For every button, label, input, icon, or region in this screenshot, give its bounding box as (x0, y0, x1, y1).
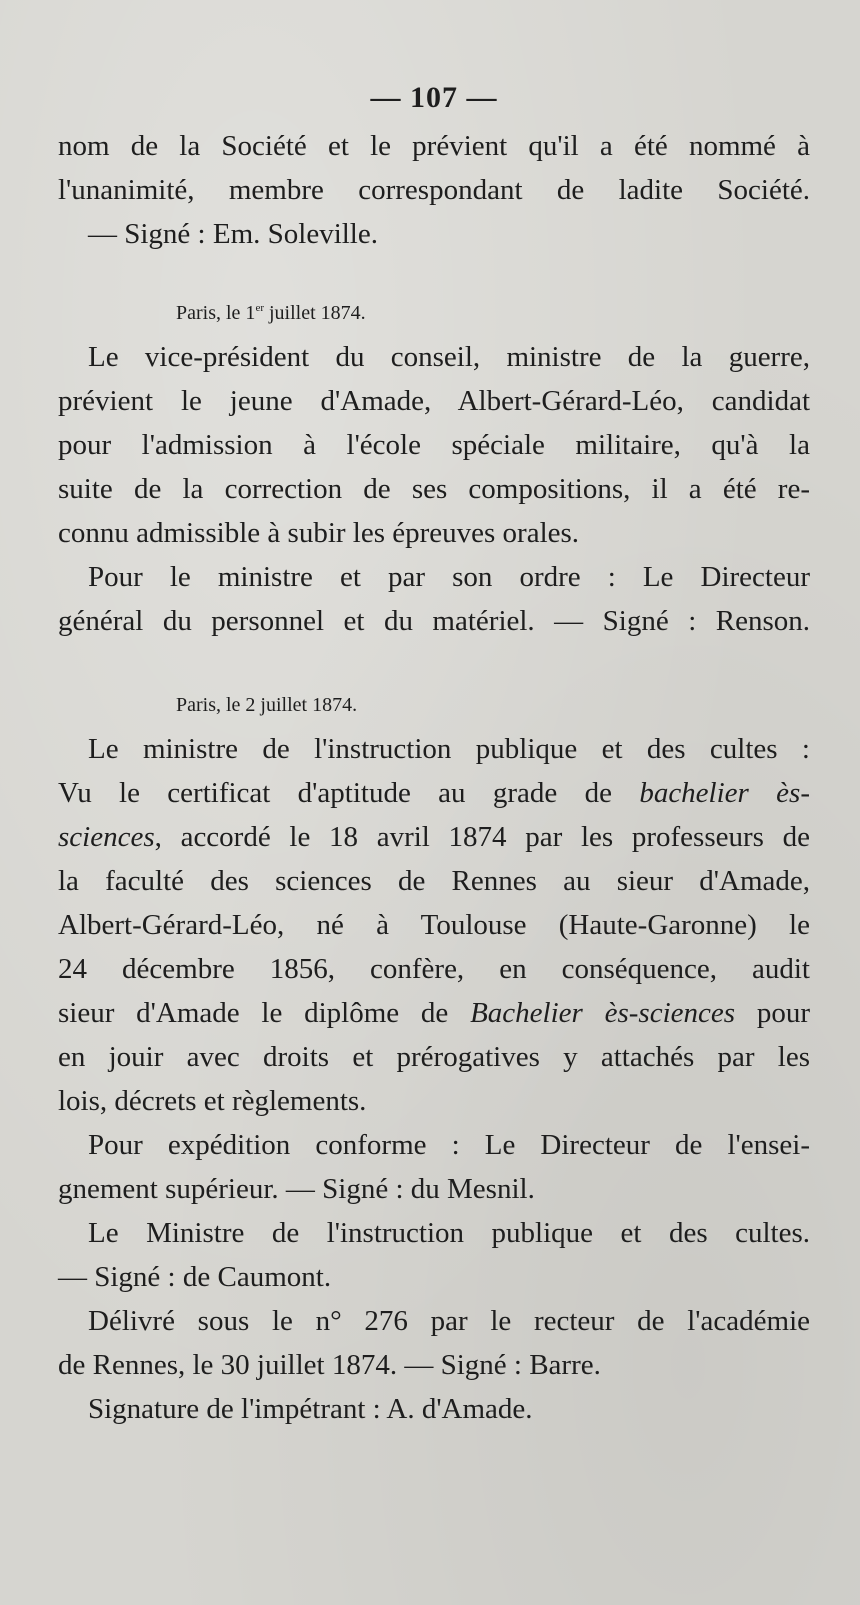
text-line: suite de la correction de ses compositions, il a été re- (58, 473, 810, 505)
dateline: Paris, le 2 juillet 1874. (176, 694, 358, 716)
section-2 (58, 286, 810, 643)
text-line: Pour le ministre et par son ordre : Le Directeur (88, 561, 810, 593)
text-line: pour l'admission à l'école spéciale militaire, qu'à la (58, 429, 810, 461)
text-line: en jouir avec droits et prérogatives y attachés par les (58, 1041, 810, 1073)
text-line: prévient le jeune d'Amade, Albert-Gérard-Léo, candidat (58, 385, 810, 417)
text-line: Le Ministre de l'instruction publique et des cultes. (88, 1217, 810, 1249)
dateline (58, 286, 810, 335)
text-line (58, 991, 810, 1035)
text-line: 24 décembre 1856, confère, en conséquence, audit (58, 953, 810, 985)
text-line: de Rennes, le 30 juillet 1874. — Signé : Barre. (58, 1349, 601, 1381)
text-line: — Signé : Em. Soleville. (88, 218, 378, 250)
text-line: général du personnel et du matériel. — Signé : Renson. (58, 605, 810, 637)
page-content (58, 72, 810, 1431)
text-run: sieur d'Amade le diplôme de (58, 997, 471, 1029)
dateline-suffix: juillet 1874. (263, 302, 366, 324)
italic-term: Bachelier ès-sciences (470, 997, 736, 1029)
text-line (58, 815, 810, 859)
dateline-prefix: Paris, le 1 (176, 302, 256, 324)
page-number: — 107 — (370, 81, 498, 114)
italic-term: sciences (58, 821, 155, 853)
text-line: Délivré sous le n° 276 par le recteur de l'académie (88, 1305, 810, 1337)
text-line: Pour expédition conforme : Le Directeur de l'ensei- (88, 1129, 810, 1161)
text-line: Albert-Gérard-Léo, né à Toulouse (Haute-Garonne) le (58, 909, 810, 941)
text-run: pour (735, 997, 810, 1029)
text-line: la faculté des sciences de Rennes au sieur d'Amade, (58, 865, 810, 897)
text-line: Le ministre de l'instruction publique et des cultes : (88, 733, 810, 765)
text-line: l'unanimité, membre correspondant de ladite Société. (58, 174, 810, 206)
text-run: Vu le certificat d'aptitude au grade de (58, 777, 640, 809)
text-line: connu admissible à subir les épreuves orales. (58, 517, 580, 549)
text-line: — Signé : de Caumont. (58, 1261, 332, 1293)
section-1 (58, 124, 810, 256)
text-line: nom de la Société et le prévient qu'il a été nommé à (58, 130, 810, 162)
text-run: , accordé le 18 avril 1874 par les professeurs de (154, 821, 810, 853)
text-line: Signature de l'impétrant : A. d'Amade. (88, 1393, 533, 1425)
text-line: lois, décrets et règlements. (58, 1085, 367, 1117)
italic-term: bachelier ès- (639, 777, 810, 809)
text-line: gnement supérieur. — Signé : du Mesnil. (58, 1173, 535, 1205)
text-line: Le vice-président du conseil, ministre de la guerre, (88, 341, 810, 373)
section-3 (58, 683, 810, 1431)
dateline-superscript: er (255, 302, 264, 314)
text-line (58, 771, 810, 815)
